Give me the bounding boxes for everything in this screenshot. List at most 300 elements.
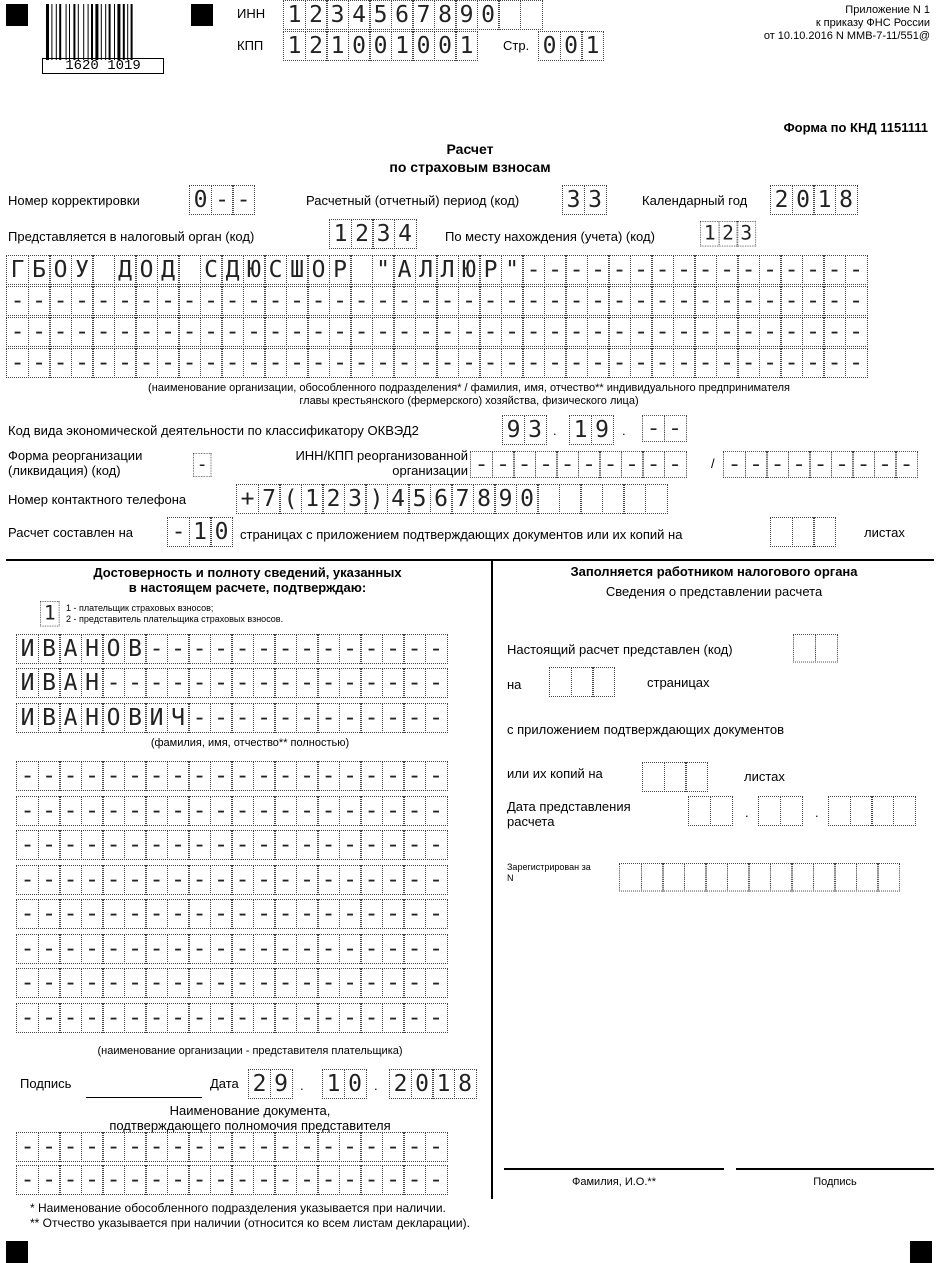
cell[interactable]: 1 <box>569 415 592 445</box>
cell[interactable]: 1 <box>700 221 720 247</box>
cell[interactable]: 1 <box>189 517 212 547</box>
cell[interactable]: - <box>415 286 438 316</box>
cell[interactable]: 3 <box>326 0 349 30</box>
cell[interactable]: - <box>544 255 567 285</box>
cell[interactable]: - <box>425 668 448 698</box>
cell[interactable]: - <box>145 968 168 998</box>
cell[interactable]: - <box>102 761 125 791</box>
cell[interactable]: - <box>38 968 61 998</box>
cell[interactable]: 2 <box>248 1069 271 1099</box>
cell[interactable]: - <box>231 668 254 698</box>
cell[interactable]: - <box>81 865 104 895</box>
cell[interactable]: - <box>253 703 276 733</box>
cell[interactable] <box>727 863 750 892</box>
cell[interactable]: - <box>28 286 51 316</box>
cell[interactable]: - <box>296 761 319 791</box>
cell[interactable]: - <box>360 1132 383 1162</box>
cell[interactable]: А <box>59 634 82 664</box>
cell[interactable]: Ч <box>167 703 190 733</box>
cell[interactable]: 6 <box>430 484 453 514</box>
cell[interactable]: 0 <box>412 31 435 61</box>
cell[interactable]: - <box>492 451 515 478</box>
cell[interactable]: - <box>296 830 319 860</box>
cell[interactable]: - <box>210 899 233 929</box>
cell[interactable]: - <box>231 761 254 791</box>
fio-line[interactable] <box>504 1168 724 1170</box>
cell[interactable]: - <box>274 796 297 826</box>
cell[interactable]: - <box>723 451 746 478</box>
cell[interactable]: 7 <box>412 0 435 30</box>
cell[interactable]: - <box>360 761 383 791</box>
cell[interactable]: - <box>403 934 426 964</box>
cell[interactable]: О <box>307 255 330 285</box>
cell[interactable]: - <box>274 830 297 860</box>
cell[interactable]: - <box>544 317 567 347</box>
cell[interactable]: О <box>102 703 125 733</box>
cell[interactable]: - <box>852 451 875 478</box>
cell[interactable]: - <box>124 668 147 698</box>
cell[interactable]: - <box>210 934 233 964</box>
cell[interactable]: - <box>403 899 426 929</box>
org-name-row[interactable] <box>6 255 868 285</box>
cell[interactable]: - <box>382 668 405 698</box>
cell[interactable]: - <box>38 796 61 826</box>
rep-row[interactable] <box>16 796 448 826</box>
cell[interactable]: - <box>360 865 383 895</box>
submit-month-cells[interactable] <box>758 796 803 826</box>
cell[interactable]: - <box>92 286 115 316</box>
cell[interactable]: - <box>339 1003 362 1033</box>
cell[interactable]: - <box>274 865 297 895</box>
cell[interactable]: - <box>124 865 147 895</box>
cell[interactable]: - <box>565 317 588 347</box>
attach-cells[interactable] <box>770 517 836 547</box>
cell[interactable]: - <box>436 286 459 316</box>
patronymic-cells[interactable] <box>16 703 448 733</box>
cell[interactable]: - <box>759 286 782 316</box>
date-month-cells[interactable] <box>322 1069 367 1099</box>
cell[interactable]: - <box>382 634 405 664</box>
cell[interactable]: - <box>737 317 760 347</box>
cell[interactable]: Д <box>114 255 137 285</box>
cell[interactable]: - <box>286 286 309 316</box>
okved-cells-1[interactable] <box>502 415 547 445</box>
okved-cells-2[interactable] <box>569 415 614 445</box>
cell[interactable]: - <box>124 899 147 929</box>
cell[interactable]: - <box>16 968 39 998</box>
cell[interactable]: - <box>479 348 502 378</box>
cell[interactable] <box>498 0 521 30</box>
cell[interactable]: - <box>651 286 674 316</box>
cell[interactable]: 9 <box>591 415 614 445</box>
cell[interactable]: - <box>317 1003 340 1033</box>
cell[interactable]: - <box>621 451 644 478</box>
cell[interactable]: - <box>296 899 319 929</box>
on-pages-cells[interactable] <box>549 667 615 697</box>
cell[interactable]: - <box>59 1165 82 1195</box>
cell[interactable]: - <box>210 1132 233 1162</box>
cell[interactable]: В <box>124 634 147 664</box>
cell[interactable]: - <box>102 865 125 895</box>
cell[interactable]: - <box>167 634 190 664</box>
cell[interactable] <box>834 863 857 892</box>
cell[interactable]: 8 <box>473 484 496 514</box>
cell[interactable]: - <box>253 1132 276 1162</box>
cell[interactable]: 2 <box>389 1069 412 1099</box>
cell[interactable]: - <box>296 668 319 698</box>
cell[interactable]: - <box>264 286 287 316</box>
cell[interactable]: - <box>382 865 405 895</box>
cell[interactable]: - <box>59 796 82 826</box>
cell[interactable]: - <box>232 185 255 215</box>
cell[interactable]: - <box>339 703 362 733</box>
cell[interactable]: 3 <box>524 415 547 445</box>
cell[interactable]: - <box>556 451 579 478</box>
cell[interactable]: - <box>642 415 665 442</box>
cell[interactable]: - <box>317 761 340 791</box>
cell[interactable]: 4 <box>348 0 371 30</box>
cell[interactable]: - <box>157 348 180 378</box>
cell[interactable]: - <box>231 865 254 895</box>
cell[interactable]: - <box>81 934 104 964</box>
cell[interactable]: - <box>188 668 211 698</box>
cell[interactable]: О <box>49 255 72 285</box>
cell[interactable]: - <box>274 968 297 998</box>
cell[interactable]: - <box>587 348 610 378</box>
cell[interactable]: 4 <box>387 484 410 514</box>
cell[interactable]: - <box>716 317 739 347</box>
page-cells[interactable] <box>538 31 604 61</box>
cell[interactable]: - <box>415 317 438 347</box>
cell[interactable]: - <box>124 830 147 860</box>
cell[interactable]: - <box>92 317 115 347</box>
cell[interactable] <box>748 863 771 892</box>
cell[interactable]: - <box>200 348 223 378</box>
cell[interactable]: - <box>210 968 233 998</box>
cell[interactable]: - <box>49 348 72 378</box>
cell[interactable]: - <box>673 317 696 347</box>
cell[interactable] <box>893 796 916 826</box>
cell[interactable]: - <box>59 1132 82 1162</box>
cell[interactable]: - <box>479 286 502 316</box>
cell[interactable]: 1 <box>581 31 604 61</box>
cell[interactable]: - <box>145 899 168 929</box>
cell[interactable]: - <box>145 1132 168 1162</box>
cell[interactable]: Ш <box>286 255 309 285</box>
rep-row[interactable] <box>16 1003 448 1033</box>
cell[interactable]: - <box>802 348 825 378</box>
cell[interactable]: 3 <box>372 219 395 249</box>
cell[interactable]: - <box>780 317 803 347</box>
cell[interactable]: - <box>188 934 211 964</box>
cell[interactable]: - <box>124 934 147 964</box>
cell[interactable]: - <box>231 968 254 998</box>
cell[interactable] <box>549 667 572 697</box>
cell[interactable]: ( <box>279 484 302 514</box>
cell[interactable]: - <box>81 830 104 860</box>
cell[interactable]: - <box>296 703 319 733</box>
cell[interactable] <box>619 863 642 892</box>
cell[interactable]: В <box>38 703 61 733</box>
cell[interactable]: 1 <box>40 601 60 627</box>
submit-day-cells[interactable] <box>688 796 733 826</box>
cell[interactable]: 0 <box>792 185 815 215</box>
org-name-row[interactable] <box>6 348 868 378</box>
cell[interactable]: - <box>382 1003 405 1033</box>
cell[interactable]: 0 <box>369 31 392 61</box>
cell[interactable]: - <box>716 286 739 316</box>
cell[interactable]: - <box>274 761 297 791</box>
cell[interactable]: - <box>16 761 39 791</box>
cell[interactable]: - <box>360 934 383 964</box>
cell[interactable]: - <box>59 865 82 895</box>
cell[interactable]: - <box>393 317 416 347</box>
cell[interactable]: - <box>167 1003 190 1033</box>
cell[interactable]: 1 <box>329 219 352 249</box>
cell[interactable]: - <box>317 703 340 733</box>
cell[interactable]: - <box>425 865 448 895</box>
tax-organ-cells[interactable] <box>329 219 417 249</box>
cell[interactable]: - <box>372 286 395 316</box>
cell[interactable]: - <box>317 865 340 895</box>
cell[interactable]: - <box>274 668 297 698</box>
cell[interactable]: - <box>329 286 352 316</box>
cell[interactable]: - <box>145 1003 168 1033</box>
cell[interactable]: 2 <box>322 484 345 514</box>
cell[interactable]: - <box>694 317 717 347</box>
cell[interactable]: - <box>425 634 448 664</box>
cell[interactable]: - <box>210 1003 233 1033</box>
cell[interactable]: - <box>425 796 448 826</box>
cell[interactable]: - <box>253 830 276 860</box>
org-name-row[interactable] <box>6 317 868 347</box>
cell[interactable]: - <box>167 1132 190 1162</box>
cell[interactable]: А <box>59 703 82 733</box>
cell[interactable]: - <box>145 668 168 698</box>
cell[interactable]: - <box>745 451 768 478</box>
cell[interactable]: - <box>673 255 696 285</box>
cell[interactable]: - <box>403 1003 426 1033</box>
cell[interactable]: Ю <box>458 255 481 285</box>
cell[interactable]: - <box>694 348 717 378</box>
cell[interactable]: - <box>802 286 825 316</box>
cell[interactable]: - <box>895 451 918 478</box>
cell[interactable]: - <box>210 668 233 698</box>
code-cells[interactable] <box>793 634 838 663</box>
cell[interactable]: - <box>823 317 846 347</box>
reorg-inn-cells[interactable] <box>470 451 687 478</box>
cell[interactable]: - <box>102 668 125 698</box>
cell[interactable] <box>559 484 582 514</box>
cell[interactable]: - <box>38 1003 61 1033</box>
cell[interactable]: - <box>102 899 125 929</box>
cell[interactable]: - <box>522 348 545 378</box>
cell[interactable]: - <box>673 286 696 316</box>
cell[interactable]: - <box>145 934 168 964</box>
cell[interactable]: - <box>286 348 309 378</box>
cell[interactable]: - <box>178 348 201 378</box>
cell[interactable] <box>592 667 615 697</box>
cell[interactable]: - <box>16 1165 39 1195</box>
cell[interactable]: 5 <box>369 0 392 30</box>
cell[interactable]: - <box>210 703 233 733</box>
cell[interactable]: - <box>231 703 254 733</box>
cell[interactable]: - <box>71 286 94 316</box>
cell[interactable]: - <box>831 451 854 478</box>
cell[interactable]: - <box>382 1132 405 1162</box>
sign-line[interactable] <box>86 1097 202 1098</box>
cell[interactable]: - <box>845 255 868 285</box>
cell[interactable]: 5 <box>408 484 431 514</box>
cell[interactable]: - <box>296 968 319 998</box>
cell[interactable] <box>537 484 560 514</box>
cell[interactable]: - <box>178 317 201 347</box>
cell[interactable] <box>871 796 894 826</box>
cell[interactable]: - <box>188 796 211 826</box>
cell[interactable] <box>791 863 814 892</box>
cell[interactable]: - <box>307 286 330 316</box>
cell[interactable] <box>770 863 793 892</box>
cell[interactable]: - <box>231 899 254 929</box>
cell[interactable]: - <box>544 286 567 316</box>
cell[interactable]: 8 <box>835 185 858 215</box>
cell[interactable]: - <box>339 761 362 791</box>
cell[interactable]: - <box>200 286 223 316</box>
cell[interactable]: - <box>360 796 383 826</box>
cell[interactable]: - <box>403 830 426 860</box>
cell[interactable]: - <box>360 968 383 998</box>
name-cells[interactable] <box>16 668 448 698</box>
reorg-kpp-cells[interactable] <box>723 451 918 478</box>
cell[interactable]: 7 <box>258 484 281 514</box>
cell[interactable]: - <box>382 968 405 998</box>
cell[interactable]: - <box>71 348 94 378</box>
cell[interactable]: 0 <box>434 31 457 61</box>
cell[interactable]: - <box>339 796 362 826</box>
cell[interactable]: - <box>317 1165 340 1195</box>
cell[interactable]: - <box>231 796 254 826</box>
cell[interactable]: - <box>425 934 448 964</box>
cell[interactable]: - <box>317 934 340 964</box>
cell[interactable]: - <box>243 286 266 316</box>
cell[interactable]: - <box>167 668 190 698</box>
cell[interactable]: - <box>694 255 717 285</box>
cell[interactable]: - <box>188 968 211 998</box>
cell[interactable]: 1 <box>455 31 478 61</box>
cell[interactable]: - <box>253 1165 276 1195</box>
cell[interactable]: - <box>243 348 266 378</box>
cell[interactable]: - <box>210 761 233 791</box>
cell[interactable]: - <box>317 830 340 860</box>
cell[interactable]: 1 <box>813 185 836 215</box>
cell[interactable]: - <box>188 761 211 791</box>
cell[interactable]: 9 <box>270 1069 293 1099</box>
date-day-cells[interactable] <box>248 1069 293 1099</box>
cell[interactable]: - <box>329 317 352 347</box>
cell[interactable]: 1 <box>391 31 414 61</box>
cell[interactable]: - <box>845 286 868 316</box>
period-cells[interactable] <box>562 185 607 215</box>
cell[interactable]: - <box>296 634 319 664</box>
cell[interactable]: - <box>211 185 234 215</box>
cell[interactable]: 0 <box>516 484 539 514</box>
cell[interactable]: 2 <box>718 221 738 247</box>
cell[interactable]: - <box>479 317 502 347</box>
cell[interactable]: - <box>231 1132 254 1162</box>
cell[interactable]: - <box>823 348 846 378</box>
cell[interactable]: - <box>382 1165 405 1195</box>
cell[interactable]: - <box>274 1132 297 1162</box>
cell[interactable]: А <box>59 668 82 698</box>
cell[interactable] <box>580 484 603 514</box>
cell[interactable]: - <box>802 317 825 347</box>
cell[interactable]: - <box>425 968 448 998</box>
cell[interactable]: 1 <box>301 484 324 514</box>
cell[interactable]: 1 <box>432 1069 455 1099</box>
date-year-cells[interactable] <box>389 1069 477 1099</box>
cell[interactable]: - <box>587 255 610 285</box>
cell[interactable]: - <box>59 934 82 964</box>
cell[interactable] <box>571 667 594 697</box>
cell[interactable]: - <box>587 286 610 316</box>
cell[interactable]: 9 <box>455 0 478 30</box>
cell[interactable]: - <box>296 934 319 964</box>
cell[interactable]: - <box>874 451 897 478</box>
cell[interactable]: - <box>59 899 82 929</box>
cell[interactable]: - <box>6 286 29 316</box>
cell[interactable]: - <box>188 1003 211 1033</box>
cell[interactable]: - <box>630 286 653 316</box>
cell[interactable]: - <box>360 634 383 664</box>
cell[interactable]: 1 <box>283 0 306 30</box>
cell[interactable]: - <box>264 317 287 347</box>
cell[interactable]: - <box>221 317 244 347</box>
cell[interactable]: - <box>651 348 674 378</box>
cell[interactable]: И <box>16 634 39 664</box>
cell[interactable] <box>684 863 707 892</box>
cell[interactable]: - <box>81 796 104 826</box>
okved-cells-3[interactable] <box>642 415 687 442</box>
cell[interactable]: - <box>135 317 158 347</box>
cell[interactable] <box>688 796 711 826</box>
cell[interactable]: - <box>157 317 180 347</box>
cell[interactable]: - <box>382 830 405 860</box>
cell[interactable]: - <box>253 968 276 998</box>
cell[interactable]: - <box>124 1165 147 1195</box>
cell[interactable]: - <box>296 796 319 826</box>
cell[interactable] <box>758 796 781 826</box>
cell[interactable]: - <box>81 968 104 998</box>
cell[interactable]: - <box>38 761 61 791</box>
cell[interactable]: 8 <box>454 1069 477 1099</box>
cell[interactable]: - <box>231 1165 254 1195</box>
cell[interactable]: - <box>458 348 481 378</box>
cell[interactable]: - <box>403 1132 426 1162</box>
cell[interactable]: - <box>403 968 426 998</box>
cell[interactable]: - <box>71 317 94 347</box>
cell[interactable]: - <box>188 1132 211 1162</box>
inn-cells[interactable] <box>283 0 543 30</box>
cell[interactable]: - <box>522 255 545 285</box>
cell[interactable] <box>642 762 665 792</box>
cell[interactable]: - <box>59 761 82 791</box>
cell[interactable]: - <box>403 668 426 698</box>
cell[interactable]: - <box>16 830 39 860</box>
cell[interactable]: - <box>565 255 588 285</box>
cell[interactable]: - <box>167 517 190 547</box>
cell[interactable]: - <box>210 865 233 895</box>
cell[interactable]: - <box>458 286 481 316</box>
